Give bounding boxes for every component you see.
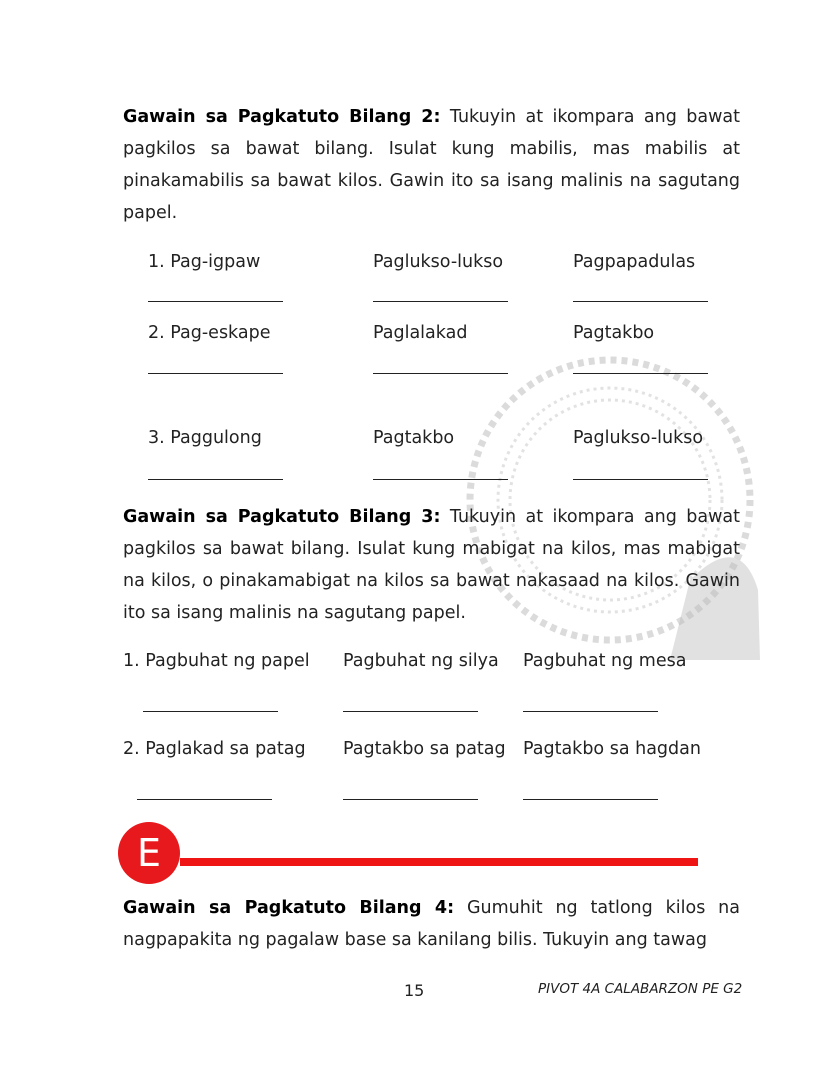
gawain4-heading: Gawain sa Pagkatuto Bilang 4:	[123, 898, 455, 918]
answer-blank[interactable]	[343, 799, 478, 800]
answer-blank[interactable]	[573, 301, 708, 302]
gawain2-item: Pagtakbo	[573, 323, 655, 343]
gawain2-item: Paglukso-lukso	[373, 252, 504, 272]
answer-blank[interactable]	[523, 799, 658, 800]
answer-blank[interactable]	[343, 711, 478, 712]
answer-blank[interactable]	[573, 373, 708, 374]
answer-blank[interactable]	[148, 301, 283, 302]
answer-blank[interactable]	[137, 799, 272, 800]
footer-title: PIVOT 4A CALABARZON PE G2	[538, 981, 743, 997]
section-e-badge: E	[118, 822, 180, 884]
page-number: 15	[404, 981, 425, 1000]
gawain2-item: Paglalakad	[373, 323, 468, 343]
gawain2-item: Pagpapadulas	[573, 252, 696, 272]
gawain3-item: Pagtakbo sa hagdan	[523, 739, 701, 759]
gawain3-item: Pagbuhat ng mesa	[523, 651, 687, 671]
answer-blank[interactable]	[148, 479, 283, 480]
answer-blank[interactable]	[148, 373, 283, 374]
answer-blank[interactable]	[523, 711, 658, 712]
gawain4-body: Gumuhit ng tatlong kilos na nagpapakita ng pagalaw base sa kanilang bilis. Tukuyin ang tawag	[123, 898, 740, 950]
gawain3-heading: Gawain sa Pagkatuto Bilang 3:	[123, 507, 441, 527]
answer-blank[interactable]	[573, 479, 708, 480]
gawain2-item: 2. Pag-eskape	[148, 323, 271, 343]
gawain3-item: Pagbuhat ng silya	[343, 651, 499, 671]
section-divider-bar	[180, 858, 698, 866]
gawain2-item: 1. Pag-igpaw	[148, 252, 261, 272]
gawain4-instructions	[123, 892, 740, 956]
gawain3-item: 2. Paglakad sa patag	[123, 739, 306, 759]
gawain2-item: Pagtakbo	[373, 428, 455, 448]
answer-blank[interactable]	[143, 711, 278, 712]
answer-blank[interactable]	[373, 479, 508, 480]
gawain2-heading: Gawain sa Pagkatuto Bilang 2:	[123, 107, 441, 127]
gawain3-body: Tukuyin at ikompara ang bawat pagkilos sa bawat bilang. Isulat kung mabigat na kilos, mas mabigat na kilos, o pinakamabigat na kilos sa bawat nakasaad na kilos. Gawin ito sa isang malinis na sagutang papel.	[123, 507, 740, 623]
gawain3-instructions	[123, 501, 740, 629]
answer-blank[interactable]	[373, 301, 508, 302]
gawain3-item: Pagtakbo sa patag	[343, 739, 506, 759]
gawain3-item: 1. Pagbuhat ng papel	[123, 651, 310, 671]
answer-blank[interactable]	[373, 373, 508, 374]
gawain2-item: 3. Paggulong	[148, 428, 262, 448]
gawain2-body: Tukuyin at ikompara ang bawat pagkilos sa bawat bilang. Isulat kung mabilis, mas mabilis at pinakamabilis sa bawat kilos. Gawin ito sa isang malinis na sagutang papel.	[123, 107, 740, 223]
gawain2-item: Paglukso-lukso	[573, 428, 704, 448]
gawain2-instructions	[123, 101, 740, 229]
